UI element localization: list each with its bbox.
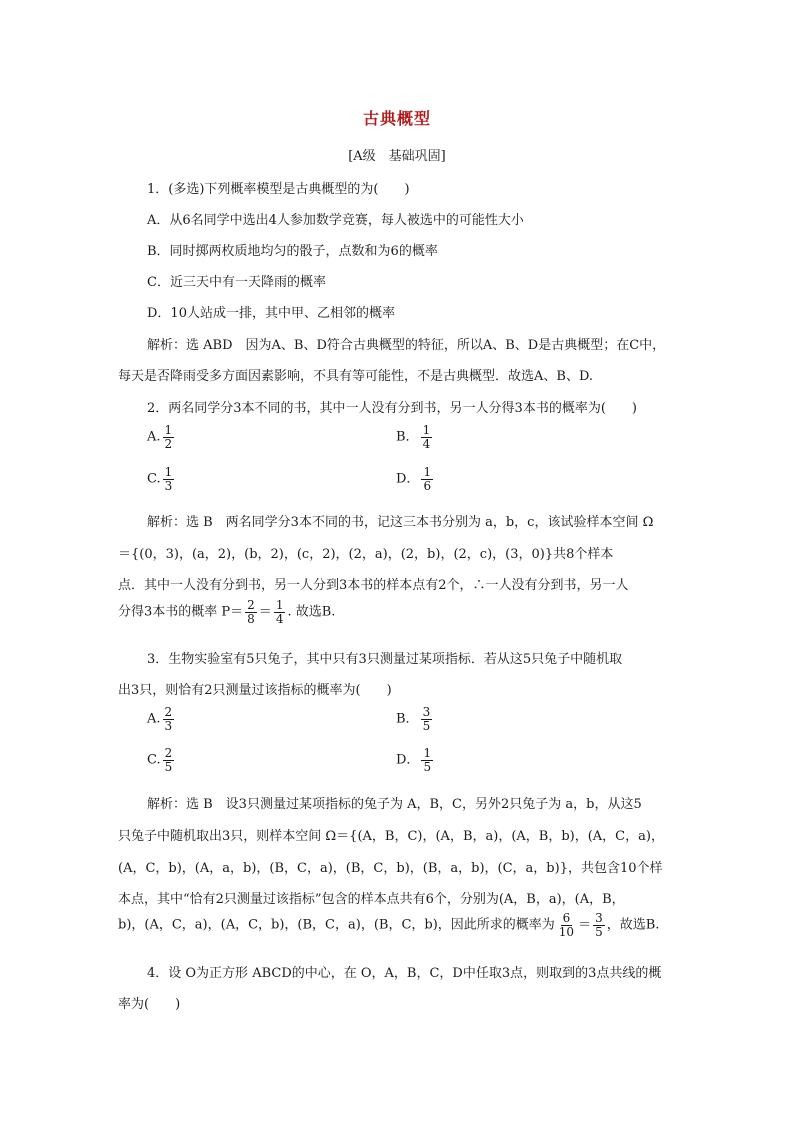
q3-solution-line1: 解析：选 B 设3只测量过某项指标的兔子为 A，B，C，另外2只兔子为 a，b，从这5	[147, 797, 642, 812]
q3-option-c: C. $\frac{2}{5}$	[147, 746, 173, 774]
q3-option-d: D． $\frac{1}{5}$	[396, 746, 432, 774]
q2-solution-line2: ＝{(0，3)，(a，2)，(b，2)，(c，2)，(2，a)，(2，b)，(2，c)，(3，0)}共8个样本	[118, 547, 614, 562]
q1-solution-line2: 每天是否降雨受多方面因素影响，不具有等可能性，不是古典概型．故选A、B、D.	[118, 369, 594, 384]
q2-stem: 2．两名同学分3本不同的书，其中一人没有分到书，另一人分得3本书的概率为( )	[147, 401, 637, 416]
q3-option-b: B． $\frac{3}{5}$	[396, 705, 431, 733]
q2-solution-line4: 分得3本书的概率 P＝ $\frac{2}{8}$ ＝ $\frac{1}{4}$ . 故选B.	[118, 598, 336, 626]
q1-option-d: D．10人站成一排，其中甲、乙相邻的概率	[147, 306, 395, 321]
q1-option-b: B．同时掷两枚质地均匀的骰子，点数和为6的概率	[147, 244, 438, 259]
q2-option-c: C. $\frac{1}{3}$	[147, 465, 173, 493]
q1-option-c: C．近三天中有一天降雨的概率	[147, 275, 326, 290]
q2-solution-line3: 点．其中一人没有分到书，另一人分到3本书的样本点有2个，∴一人没有分到书，另一人	[118, 578, 629, 593]
q3-solution-line2: 只兔子中随机取出3只，则样本空间 Ω＝{(A，B，C)，(A，B，a)，(A，B，b)，(A，C，a)，	[118, 829, 664, 844]
q2-option-d: D． $\frac{1}{6}$	[396, 465, 432, 493]
q3-solution-line3: (A，C，b)，(A，a，b)，(B，C，a)，(B，C，b)，(B，a，b)，(C，a，b)}，共包含10个样	[118, 861, 663, 876]
q4-stem-line1: 4．设 O为正方形 ABCD的中心，在 O，A，B，C，D中任取3点，则取到的3点共线的概	[147, 966, 662, 981]
q2-solution-line1: 解析：选 B 两名同学分3本不同的书，记这三本书分别为 a，b，c，该试验样本空间 Ω	[147, 515, 654, 530]
q2-option-a: A. $\frac{1}{2}$	[147, 423, 173, 451]
q3-option-a: A. $\frac{2}{3}$	[147, 705, 173, 733]
section-subtitle: [A级 基础巩固]	[348, 149, 446, 164]
q3-stem-line2: 出3只，则恰有2只测量过该指标的概率为( )	[118, 683, 392, 698]
q1-solution-line1: 解析：选 ABD 因为A、B、D符合古典概型的特征，所以A、B、D是古典概型；在C中，	[147, 338, 666, 353]
q2-option-b: B． $\frac{1}{4}$	[396, 423, 431, 451]
q1-option-a: A．从6名同学中选出4人参加数学竞赛，每人被选中的可能性大小	[147, 213, 524, 228]
q4-stem-line2: 率为( )	[118, 997, 181, 1012]
page-title: 古典概型	[362, 109, 431, 128]
q3-solution-line5: b)，(A，C，a)，(A，C，b)，(B，C，a)，(B，C，b)，因此所求的概率为 $\frac{6}{10}$ ＝ $\frac{3}{5}$ ，故选B.	[118, 911, 660, 939]
q1-stem: 1．(多选)下列概率模型是古典概型的为( )	[147, 182, 410, 197]
q3-stem-line1: 3．生物实验室有5只兔子，其中只有3只测量过某项指标．若从这5只兔子中随机取	[147, 652, 623, 667]
q3-solution-line4: 本点，其中“恰有2只测量过该指标”包含的样本点共有6个，分别为(A，B，a)，(A，B，	[118, 892, 625, 907]
